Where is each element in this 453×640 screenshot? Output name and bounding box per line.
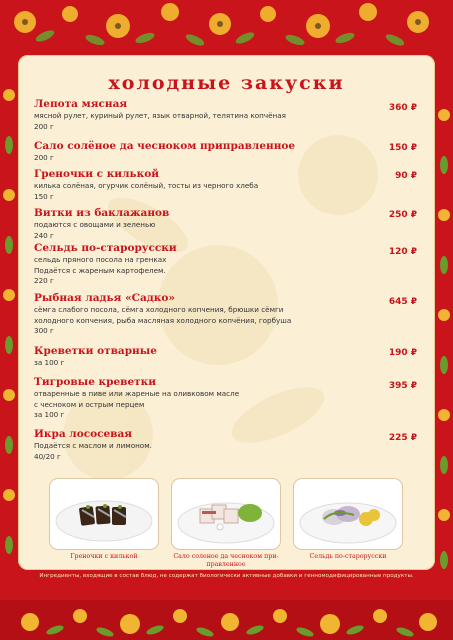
item-name: Рыбная ладья «Садко» (34, 292, 175, 304)
item-price: 150 ₽ (388, 143, 417, 153)
item-description: подаются с овощами и зеленью (34, 220, 156, 229)
page-title: холодные закуски (108, 72, 345, 94)
item-price: 120 ₽ (388, 247, 417, 257)
item-description: мясной рулет, куриный рулет, язык отварной, телятина копчёная (34, 111, 286, 120)
menu-item (34, 428, 429, 462)
menu-panel (18, 55, 435, 570)
photo-caption-line-1: Сало соленое да чесноком при- (173, 553, 279, 560)
item-price: 250 ₽ (388, 210, 417, 220)
item-name: Витки из баклажанов (34, 207, 170, 219)
left-ornament-border (0, 55, 18, 585)
photo-caption: Греночки с килькой (70, 553, 138, 560)
item-description: килька солёная, огурчик солёный, тосты из черного хлеба (34, 181, 259, 190)
item-weight: 40/20 г (34, 451, 61, 461)
item-name: Сельдь по-старорусски (34, 242, 177, 254)
menu-item (34, 98, 429, 132)
dish-photo-grenochki (50, 479, 158, 549)
photo-caption-line-2: правленное (206, 561, 246, 568)
item-weight: 200 г (34, 153, 54, 162)
right-ornament-border (435, 55, 453, 585)
item-weight: 240 г (34, 230, 54, 240)
item-weight: 200 г (34, 121, 54, 131)
menu-item (34, 376, 429, 421)
item-name: Икра лососевая (34, 428, 133, 440)
dish-photo-seld (294, 479, 402, 549)
item-description: сельдь пряного посола на гренках (34, 255, 167, 264)
menu-item (34, 168, 429, 202)
menu-item (34, 207, 429, 241)
item-price: 90 ₽ (395, 171, 417, 181)
item-description-line-2: холодного копчения, рыба масляная холодного копчёния, горбуша (34, 315, 292, 325)
item-description-line-2: Подаётся с жареным картофелем. (34, 265, 166, 275)
photo-caption: Сельдь по-старорусски (309, 553, 387, 560)
item-name: Тигровые креветки (34, 376, 156, 388)
item-name: Креветки отварные (34, 345, 157, 357)
item-weight: 220 г (34, 276, 54, 285)
item-name: Греночки с килькой (34, 168, 159, 180)
item-weight: 300 г (34, 326, 54, 335)
item-weight: 150 г (34, 191, 54, 201)
dish-photo-salo (172, 479, 280, 549)
item-weight: за 100 г (34, 358, 65, 367)
top-ornament-border (0, 0, 453, 60)
menu-item (34, 242, 429, 287)
item-price: 360 ₽ (388, 103, 417, 113)
item-price: 225 ₽ (388, 433, 417, 443)
item-description: сёмга слабого посола, сёмга холодного копчения, брюшки сёмги (34, 305, 284, 314)
item-name: Сало солёное да чесноком приправленное (34, 140, 296, 152)
dish-photos (18, 479, 435, 569)
item-description-line-2: с чесноком и острым перцем (34, 399, 145, 409)
item-weight: за 100 г (34, 410, 65, 419)
menu-item (34, 140, 429, 164)
item-description: Подаётся с маслом и лимоном. (34, 441, 152, 450)
item-price: 395 ₽ (388, 381, 417, 391)
footer-note: Ингредиенты, входящие в состав блюд, не содержат биологически активные добавки и генномодифицированные продукты. (39, 573, 414, 579)
item-description: отваренные в пиве или жареные на оливковом масле (34, 389, 240, 398)
menu-item (34, 345, 429, 369)
photo-caption (166, 553, 286, 569)
item-price: 645 ₽ (388, 297, 417, 307)
item-price: 190 ₽ (388, 348, 417, 358)
menu-item (34, 292, 429, 337)
item-name: Лепота мясная (34, 98, 128, 110)
bottom-ornament-border (0, 582, 453, 640)
